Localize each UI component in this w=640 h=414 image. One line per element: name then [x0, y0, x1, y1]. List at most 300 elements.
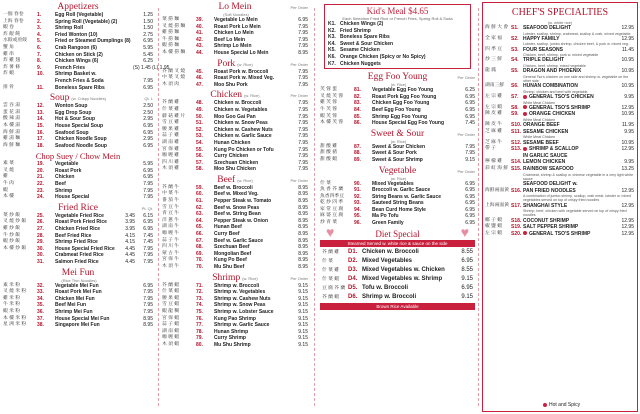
item-price-large: 7.95	[143, 252, 153, 259]
item-name: Mixed Vegetables	[372, 180, 414, 187]
item-price: 2.95	[143, 136, 153, 143]
menu-item	[3, 130, 153, 137]
item-name: Shrimp Lo Mein	[214, 43, 252, 50]
menu-item	[3, 168, 153, 175]
chinese-name: 炸 雞 翅	[3, 58, 21, 64]
item-name: Shrimp Fried Rice	[55, 239, 98, 246]
item-name: Szechuan Chicken	[214, 159, 259, 166]
menu-item	[162, 238, 308, 245]
section-subtitle: (w. Rice)	[390, 82, 407, 88]
kids-meal-item	[328, 34, 467, 41]
chinese-name: 蘑 菇 雞 片	[162, 113, 186, 119]
divider	[478, 8, 479, 406]
item-price: 9.15	[298, 282, 308, 289]
item-number: S16.	[511, 187, 522, 194]
item-number: 9.	[37, 64, 42, 71]
item-name: House Special Mei Fun	[55, 315, 110, 322]
chinese-name: 芙 蓉 蛋	[320, 87, 338, 93]
item-number: 45.	[196, 68, 203, 75]
item-number: 57.	[196, 159, 203, 166]
item-number: K4.	[328, 40, 336, 47]
menu-item	[162, 205, 308, 212]
item-name	[523, 203, 614, 210]
item-name-text: SALT PEPPER SHRIMP	[523, 224, 579, 231]
menu-item	[162, 75, 308, 82]
item-number: 54.	[196, 139, 203, 146]
chef-special-item	[485, 122, 634, 129]
item-number: S14.	[511, 159, 522, 166]
item-price: 12.95	[621, 187, 634, 194]
menu-item	[162, 133, 308, 140]
item-price: 6.25	[143, 58, 153, 65]
chinese-name: 菜 炒 飯	[3, 212, 21, 218]
item-price: 10.95	[621, 111, 634, 118]
item-name	[523, 231, 614, 238]
item-number: 15.	[37, 122, 44, 129]
menu-item	[162, 257, 308, 264]
item-price: 7.95	[143, 302, 153, 309]
item-number: 66.	[196, 231, 203, 238]
menu-item	[320, 194, 475, 201]
chinese-name: 左 宗 蝦	[485, 230, 503, 236]
item-number: 53.	[196, 133, 203, 140]
item-name: Szechuan Beef	[214, 244, 250, 251]
item-number: S20.	[511, 230, 522, 237]
item-name: Beef w. Broccoli	[214, 184, 253, 191]
item-price: 6.95	[143, 282, 153, 289]
item-name: Mixed Vegetables	[362, 257, 413, 264]
egg-foo-young-section	[320, 72, 475, 127]
menu-item	[162, 329, 308, 336]
item-price: 10.95	[621, 139, 634, 146]
section-title: Egg Foo Young Per Order	[367, 72, 475, 83]
item-number: 48.	[196, 100, 203, 107]
menu-item	[3, 123, 153, 130]
item-price: 6.95	[465, 213, 475, 220]
item-price: 6.95	[143, 122, 153, 129]
item-number: 84.	[354, 106, 361, 113]
item-name: Green Family	[372, 220, 404, 227]
item-price: 1.50	[143, 18, 153, 25]
item-name	[523, 68, 614, 75]
item-name: Kung Po Chicken or Tofu	[214, 146, 274, 153]
menu-item	[162, 185, 308, 192]
chinese-name: 芥 蘭 蝦	[322, 294, 340, 300]
chinese-name: 家 常 豆 腐	[320, 206, 344, 212]
section-title: Shrimp (w. Rice) Per Order	[212, 272, 308, 283]
menu-item	[162, 335, 308, 342]
menu-item	[162, 166, 308, 173]
item-number: 11.	[37, 84, 44, 91]
item-name: Vegetable Egg Foo Young	[372, 87, 434, 94]
brown-rice-bar: Brown Rice Available	[320, 303, 475, 310]
item-number: S7.	[511, 93, 519, 100]
item-price: 4.45	[125, 252, 135, 259]
item-name: Beef w. String Bean	[214, 211, 261, 218]
item-number: 91.	[354, 187, 361, 194]
item-price: 2.50	[143, 103, 153, 110]
chef-special-item	[485, 218, 634, 225]
chef-special-item	[485, 224, 634, 231]
item-price: 7.95	[465, 150, 475, 157]
chinese-name: 洋 蔥 牛	[162, 217, 180, 223]
item-name	[523, 47, 614, 54]
item-description: General Tso's chicken on one side and shrimp w. vegetable on the other side	[523, 74, 629, 83]
item-price-large: 7.95	[143, 245, 153, 252]
item-number: 24.	[37, 194, 44, 201]
item-name: Crab Rangoon (6)	[55, 44, 97, 51]
item-price: 7.95	[298, 68, 308, 75]
chinese-name: 本 樓 米 粉	[3, 315, 27, 321]
kids-meal-note: Each Selection Fried Rice or French Fries, Spring Roll & Soda	[342, 16, 453, 21]
item-number: 23.	[37, 187, 44, 194]
item-name: String Beans w. Garlic Sauce	[372, 193, 442, 200]
chinese-name: 腰 果 蝦	[162, 295, 180, 301]
item-price: 8.95	[298, 224, 308, 231]
item-number: 60.	[196, 191, 203, 198]
item-name: House Special Fried Rice	[55, 245, 115, 252]
item-name	[523, 218, 614, 225]
item-number: D6.	[348, 293, 358, 300]
menu-item	[3, 188, 153, 195]
menu-item	[3, 252, 153, 259]
item-name: Shrimp w. Broccoli	[214, 282, 260, 289]
kids-meal-item	[328, 28, 467, 35]
item-price: 6.95	[298, 17, 308, 23]
chinese-name: 上海 春卷	[3, 18, 24, 24]
chef-special-item	[485, 153, 634, 160]
chinese-name: 木 須 肉	[162, 81, 180, 87]
item-description: Lobster, scallop, jumbo shrimp, chicken beef, & pork w. mixed veg.	[523, 42, 629, 47]
item-name: Chicken Noodle Soup	[55, 136, 107, 143]
divider	[314, 8, 315, 406]
menu-item	[3, 194, 153, 201]
chinese-name: 牛 芙 蓉	[320, 106, 338, 112]
item-price: 6.95	[143, 84, 153, 91]
menu-item	[162, 198, 308, 205]
menu-item	[320, 181, 475, 188]
item-name: Beef w. Garlic Sauce	[214, 237, 264, 244]
menu-item	[162, 147, 308, 154]
item-number: D2.	[348, 257, 358, 264]
chinese-name: 芝 麻 牛	[485, 139, 503, 145]
chinese-name: 魚香四季豆	[320, 193, 344, 199]
item-price: 7.95	[298, 133, 308, 140]
chinese-name: 水餃或煎餃	[3, 38, 27, 44]
chinese-name: 椰 子 蝦	[485, 217, 503, 223]
item-name: Roast Pork Egg Foo Young	[372, 93, 437, 100]
item-number: S12.	[511, 139, 522, 146]
chef-special-item	[485, 159, 634, 166]
item-name: Vegetable Lo Mein	[214, 17, 258, 23]
item-name: Mu Shu Beef	[214, 264, 245, 270]
item-number: 55.	[196, 146, 203, 153]
menu-item	[3, 25, 153, 32]
menu-item	[3, 289, 153, 296]
menu-item	[162, 283, 308, 290]
item-name-text: COCONUT SHRIMP	[523, 217, 570, 224]
item-description: A combination of jumbo shrimp, scallop, crab meat, lobster w. mixed vegetables served on top of crispy fried noodles	[523, 194, 632, 203]
item-description: White Meat Chicken	[523, 135, 556, 140]
item-name	[523, 36, 614, 43]
item-number: K1.	[328, 21, 336, 27]
menu-item	[162, 120, 308, 127]
item-name: Shrimp w. Cashew Nuts	[214, 295, 271, 302]
chinese-name: 炸 餛 飩	[3, 31, 21, 37]
item-price: 3.45	[125, 212, 135, 219]
menu-item	[3, 226, 153, 233]
item-number: 46.	[196, 75, 203, 82]
item-name: Sweet & Sour Pork	[372, 150, 417, 157]
item-name-text: FOUR SEASONS	[523, 46, 564, 53]
item-number: 34.	[37, 295, 44, 302]
menu-item	[320, 114, 475, 121]
item-number: 80.	[196, 341, 203, 348]
item-number: 14.	[37, 116, 44, 123]
item-name-text: RAINBOW SEAFOOD	[523, 165, 574, 172]
section-title: Soup (w. Crispy Noodles) Qt. L	[49, 93, 153, 104]
menu-item	[3, 161, 153, 168]
item-name	[523, 129, 614, 136]
chinese-name: 咖 喱 雞	[162, 153, 180, 159]
item-price: 6.95	[465, 187, 475, 194]
item-name: Crabmeat Fried Rice	[55, 252, 104, 259]
menu-item	[320, 157, 475, 164]
menu-item	[320, 150, 475, 157]
item-number: 39.	[196, 17, 203, 23]
item-description: Shrimp, beef, chicken with vegetable served on top of crispy fried noodles	[523, 209, 627, 218]
menu-item	[162, 140, 308, 147]
item-name	[523, 146, 614, 153]
item-price: 12.95	[621, 224, 634, 231]
item-number: 62.	[196, 204, 203, 211]
menu-item	[320, 200, 475, 207]
item-name: Hot & Sour Soup	[55, 116, 95, 123]
item-price: 8.55	[461, 266, 473, 273]
item-number: 47.	[196, 81, 203, 88]
chinese-name: 芥 蘭 蝦	[162, 282, 180, 288]
item-price: 8.95	[298, 237, 308, 244]
item-price: 6.95	[465, 200, 475, 207]
item-price: 7.95	[298, 100, 308, 107]
beef-section	[162, 175, 308, 271]
item-name-text: SESAME CHICKEN	[523, 128, 569, 135]
item-name: Chicken w. Snow Peas	[214, 120, 268, 127]
item-price: 9.15	[298, 308, 308, 315]
item-name: House Special Egg Foo Young	[372, 120, 445, 127]
item-price: 7.95	[143, 308, 153, 315]
item-number: S18.	[511, 217, 522, 224]
chinese-name: 上海兩面黃	[485, 202, 509, 208]
item-name-text: SEAFOOD DELIGHT	[523, 25, 572, 31]
item-price: 6.25	[465, 87, 475, 94]
item-name-text: HUNAN COMBINATION	[523, 83, 578, 90]
chinese-name: 牛 炒 飯	[3, 232, 21, 238]
item-name-text: TRIPLE DELIGHT	[523, 57, 565, 64]
item-name: Hunan Beef	[214, 224, 242, 231]
item-name: Ma Po Tofu	[372, 213, 399, 220]
item-number: S19.	[511, 224, 522, 231]
item-description: White Meat Chicken	[523, 117, 556, 122]
chinese-name: 海 鮮 大 會	[485, 25, 509, 30]
kids-meal-box	[324, 4, 471, 69]
item-price: 8.95	[298, 191, 308, 198]
item-number: D4.	[348, 275, 358, 282]
menu-item	[162, 244, 308, 251]
item-price: 6.95	[143, 38, 153, 45]
item-name: Fried Shrimp	[340, 27, 371, 34]
item-price: 8.95	[298, 184, 308, 191]
item-number: 71.	[196, 282, 203, 289]
column-1	[3, 2, 170, 412]
item-number: 52.	[196, 126, 203, 133]
chinese-name: 椒 鹽 蝦	[485, 224, 503, 230]
kids-meal-item	[328, 21, 467, 28]
menu-item	[162, 342, 308, 349]
section-title: Appetizers	[57, 2, 99, 12]
item-name-text: SEAFOOD DELIGHT w.	[523, 180, 578, 187]
item-price: 12.95	[621, 104, 634, 111]
chinese-name: 牛 米 粉	[3, 302, 21, 308]
item-description: Shrimp, chicken and beef with vegetable	[523, 89, 588, 94]
item-price: 1.25	[143, 12, 153, 18]
chinese-name: 木 須 牛	[162, 264, 180, 269]
item-name: Curry Chicken	[214, 153, 249, 160]
item-number: 74.	[196, 302, 203, 309]
heart-icon: ♥	[460, 223, 469, 240]
menu-item	[162, 17, 308, 24]
item-number: 96.	[354, 220, 361, 227]
menu-item	[3, 259, 153, 266]
chinese-name: 海 鮮 湯	[3, 129, 21, 135]
kids-meal-item	[328, 61, 467, 68]
chinese-name: 雞 芙 蓉	[320, 100, 338, 106]
menu-item	[320, 220, 475, 227]
item-price: 8.95	[298, 49, 308, 56]
item-number: 49.	[196, 106, 203, 113]
item-name: Seafood Soup	[55, 129, 89, 136]
item-name	[523, 140, 614, 147]
chinese-name: 雞	[3, 174, 8, 180]
item-name: Shrimp Roll	[55, 25, 84, 32]
menu-item	[162, 107, 308, 114]
section-title: Chicken (w. Rice) Per Order	[210, 90, 308, 101]
item-price: 4.15	[125, 239, 135, 246]
item-name: Boneless Spare Ribs	[340, 34, 390, 41]
item-number: 93.	[354, 200, 361, 207]
item-name: Sweet & Sour Chicken	[340, 40, 394, 47]
chef-special-item	[485, 188, 634, 195]
item-number: 26.	[37, 219, 44, 226]
item-name: Mongolian Beef	[214, 250, 252, 257]
chinese-name: 蝦 芙 蓉	[320, 113, 338, 119]
item-number: 70.	[196, 257, 203, 264]
item-name: Curry Shrimp	[214, 335, 246, 342]
section-subtitle: (w. Rice)	[390, 138, 407, 144]
item-name: Roast Pork Mei Fun	[55, 289, 102, 296]
item-description: Chicken, beef, shrimp, mixed vegetable	[523, 63, 586, 68]
menu-item	[162, 296, 308, 303]
item-price: 9.15	[298, 315, 308, 322]
chinese-name: 陳 皮 牛	[485, 122, 503, 128]
item-price: 4.45	[125, 245, 135, 252]
menu-item	[3, 110, 153, 117]
item-number: 73.	[196, 295, 203, 302]
item-price: 8.95	[298, 264, 308, 270]
item-number: 31.	[37, 259, 44, 265]
column-3	[320, 2, 475, 412]
item-price: 8.95	[298, 211, 308, 218]
item-name: Kung Pao Shrimp	[214, 315, 256, 322]
item-price: 9.15	[298, 341, 308, 348]
item-price: 6.95	[465, 206, 475, 213]
chinese-name: 魚 香 芥 蘭	[320, 187, 344, 193]
item-name: House Special Soup	[55, 122, 104, 129]
item-number: 21.	[37, 174, 44, 181]
menu-item	[3, 116, 153, 123]
item-price: 7.95	[143, 187, 153, 194]
item-price: 9.15	[461, 293, 473, 300]
chinese-name: 星 洲 米 粉	[3, 322, 27, 328]
section-title: Chop Suey / Chow Mein	[35, 151, 121, 162]
item-number: 6.	[37, 44, 42, 51]
section-subtitle: (Soft Noodles)	[223, 12, 249, 17]
item-name: Chicken Nuggets	[340, 60, 381, 67]
item-name-text: SESAME BEEF	[523, 139, 559, 146]
column-4	[482, 2, 638, 412]
chinese-name: 左 宗 蝦	[485, 104, 503, 110]
item-name: Sauteed String Beans	[372, 200, 424, 207]
chinese-name: 湖 南 蝦	[162, 328, 180, 334]
item-price: 7.95	[298, 153, 308, 160]
item-number: S2.	[511, 35, 519, 42]
item-price: 6.95	[461, 284, 473, 291]
item-number: 64.	[196, 217, 203, 224]
item-price: 5.95	[143, 161, 153, 168]
section-title: Fried Rice Pt. Qt.	[58, 202, 153, 213]
item-price: (S) 1.45 (L) 1.95	[133, 64, 170, 71]
menu-item	[3, 181, 153, 188]
chinese-name: 芥 蘭 叉 燒	[162, 68, 186, 74]
item-price-large: 7.45	[143, 232, 153, 239]
section-subtitle: (Rice Thin Noodles)	[61, 277, 97, 283]
item-number: S6.	[511, 83, 519, 90]
chinese-name: 帶 子	[485, 146, 496, 152]
chinese-name: 炸 蝦	[3, 71, 14, 77]
item-price-large: 7.95	[143, 259, 153, 265]
item-name-text: GENERAL TSO'S SHRIMP	[529, 230, 591, 237]
item-name: Sesame Chicken	[340, 47, 380, 54]
menu-item	[162, 153, 308, 160]
chef-special-item	[485, 105, 634, 112]
menu-item	[320, 213, 475, 220]
item-price: 9.15	[298, 322, 308, 329]
item-number: 63.	[196, 211, 203, 218]
menu-item	[320, 120, 475, 127]
menu-item	[3, 85, 153, 92]
item-price: 11.95	[621, 122, 634, 129]
item-number: 1.	[37, 12, 42, 18]
item-name: Chicken w. Vegetables	[214, 106, 268, 113]
chinese-name: 雞 米 粉	[3, 295, 21, 301]
chinese-name: 四 川 雞	[162, 159, 180, 165]
appetizers-section	[3, 2, 170, 91]
menu-item	[3, 233, 153, 240]
chinese-name: 炒 青 菜	[320, 220, 338, 226]
chinese-name: 什 菜 雞	[162, 106, 180, 112]
item-name: Hunan Shrimp	[214, 328, 249, 335]
item-name: Salmon Fried Rice	[55, 259, 99, 265]
